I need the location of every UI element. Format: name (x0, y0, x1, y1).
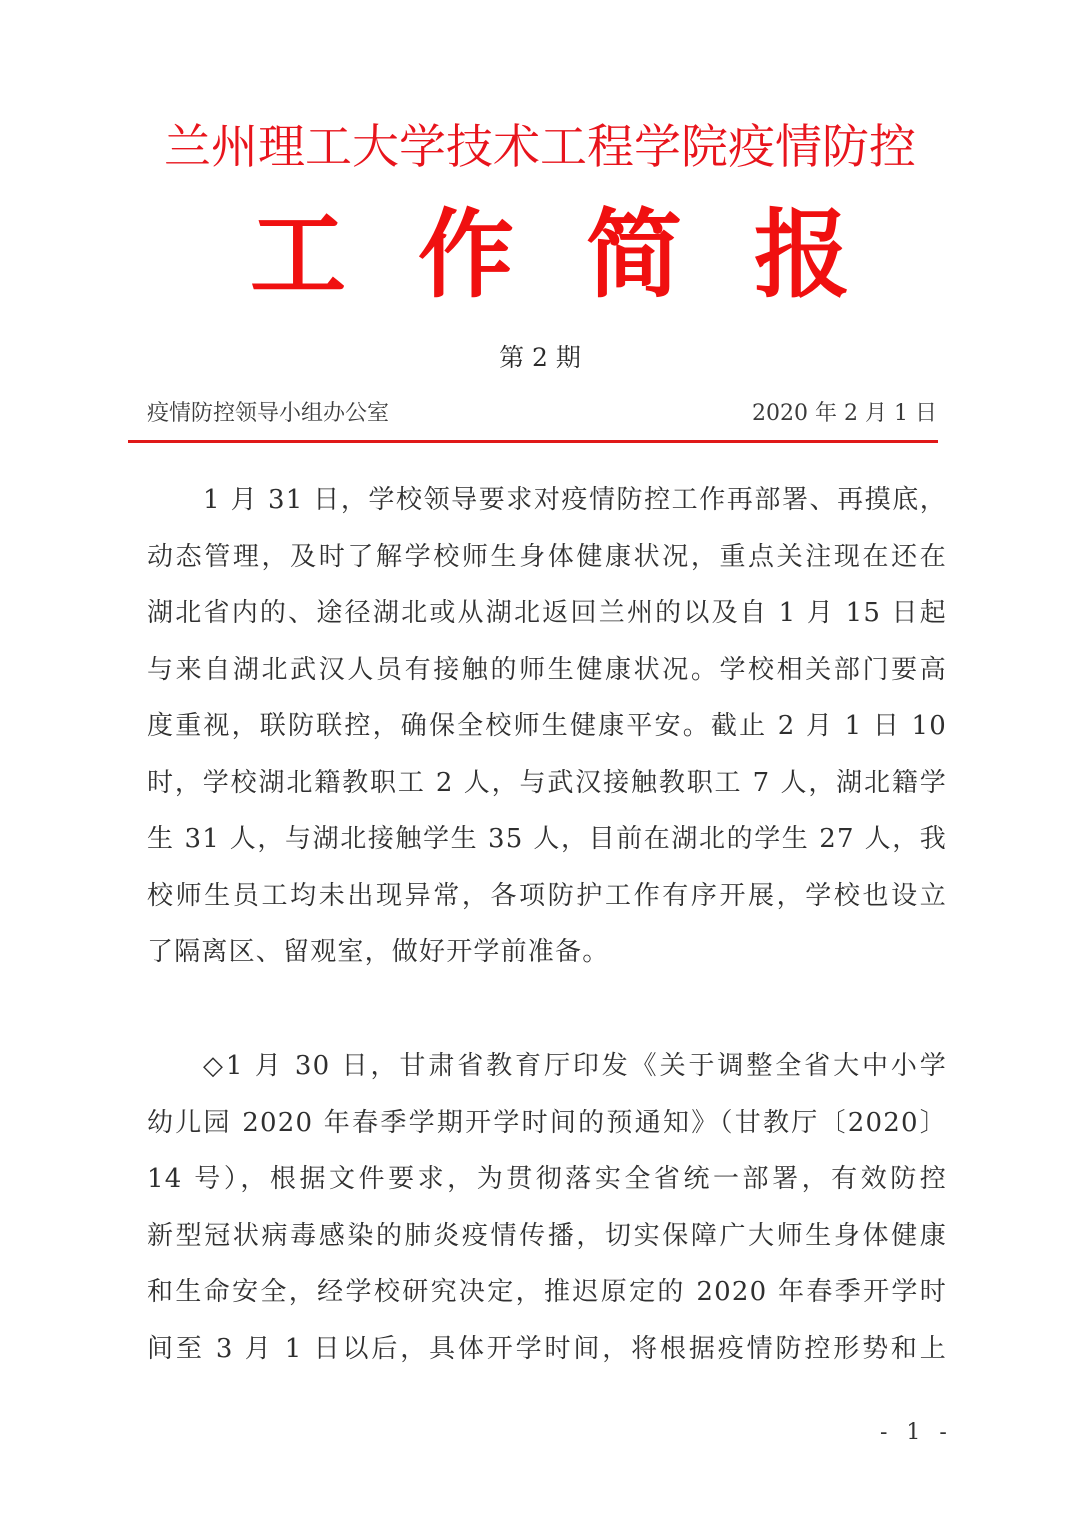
masthead-title-char: 报 (754, 198, 850, 311)
text-line: 幼儿园 2020 年春季学期开学时间的预通知》（甘教厅〔2020〕 (147, 1107, 947, 1138)
red-divider-line (128, 440, 938, 443)
page-number: - 1 - (880, 1420, 953, 1445)
text-line: 校师生员工均未出现异常，各项防护工作有序开展，学校也设立 (147, 880, 947, 911)
text-line: 动态管理，及时了解学校师生身体健康状况，重点关注现在还在 (147, 541, 947, 572)
text-line: 与来自湖北武汉人员有接触的师生健康状况。学校相关部门要高 (147, 654, 947, 685)
masthead-title-char: 工 (250, 198, 346, 311)
text-line: 新型冠状病毒感染的肺炎疫情传播，切实保障广大师生身体健康 (147, 1220, 947, 1251)
text-line: 和生命安全，经学校研究决定，推迟原定的 2020 年春季开学时 (147, 1277, 947, 1307)
masthead-organization: 兰州理工大学技术工程学院疫情防控 (164, 120, 916, 175)
issuer-row (147, 398, 937, 430)
text-line: 时，学校湖北籍教职工 2 人，与武汉接触教职工 7 人，湖北籍学 (147, 767, 947, 798)
masthead-title (250, 200, 850, 310)
text-line: 间至 3 月 1 日以后，具体开学时间，将根据疫情防控形势和上 (147, 1333, 947, 1364)
text-line: 了隔离区、留观室，做好开学前准备。 (147, 937, 610, 967)
masthead-title-char: 简 (586, 198, 682, 311)
issuing-office: 疫情防控领导小组办公室 (147, 401, 390, 426)
paragraph-1 (147, 472, 947, 981)
paragraph-2 (147, 1038, 947, 1377)
issue-date: 2020 年 2 月 1 日 (752, 401, 937, 426)
text-line: ◇1 月 30 日，甘肃省教育厅印发《关于调整全省大中小学 (203, 1051, 947, 1081)
text-line: 生 31 人，与湖北接触学生 35 人，目前在湖北的学生 27 人，我 (147, 824, 947, 854)
text-line: 度重视，联防联控，确保全校师生健康平安。截止 2 月 1 日 10 (147, 711, 947, 741)
text-line: 14 号），根据文件要求，为贯彻落实全省统一部署，有效防控 (147, 1164, 947, 1194)
text-line: 1 月 31 日，学校领导要求对疫情防控工作再部署、再摸底， (203, 485, 947, 515)
text-line: 湖北省内的、途径湖北或从湖北返回兰州的以及自 1 月 15 日起 (147, 598, 947, 628)
issue-number: 第 2 期 (499, 343, 581, 372)
masthead-title-char: 作 (418, 198, 514, 311)
